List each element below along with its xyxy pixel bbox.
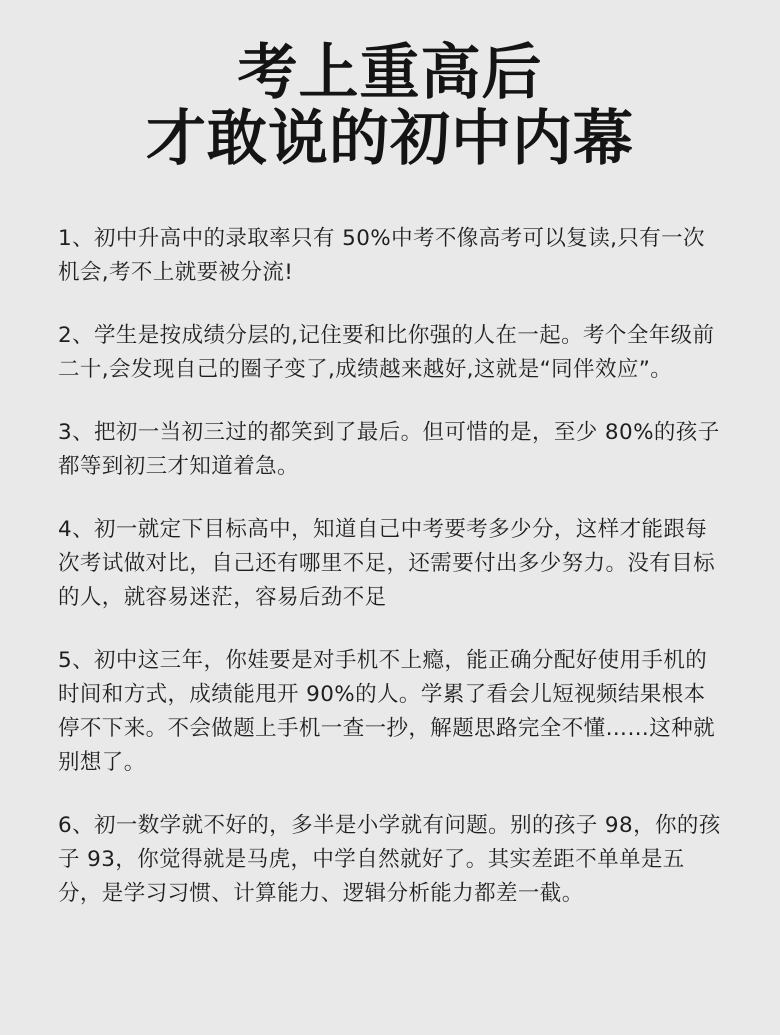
list-item-4: 4、初一就定下目标高中，知道自己中考要考多少分，这样才能跟每次考试做对比，自己还有哪里不足，还需要付出多少努力。没有目标的人，就容易迷茫，容易后劲不足 — [58, 517, 716, 610]
list-item-3: 3、把初一当初三过的都笑到了最后。但可惜的是，至少 80%的孩子都等到初三才知道着急。 — [58, 420, 720, 479]
title-line-2: 才敢说的初中内幕 — [146, 104, 634, 174]
list-item-2: 2、学生是按成绩分层的,记住要和比你强的人在一起。考个全年级前二十,会发现自己的圈子变了,成绩越来越好,这就是“同伴效应”。 — [58, 323, 715, 382]
list-item-1: 1、初中升高中的录取率只有 50%中考不像高考可以复读,只有一次机会,考不上就要被分流! — [58, 226, 705, 285]
list-item-5: 5、初中这三年，你娃要是对手机不上瘾，能正确分配好使用手机的时间和方式，成绩能甩开 90%的人。学累了看会儿短视频结果根本停不下来。不会做题上手机一查一抄，解题思路完全不懂……这种就别想了。 — [58, 648, 716, 775]
tips-list — [58, 222, 722, 911]
page-title — [58, 40, 722, 172]
list-item-6: 6、初一数学就不好的，多半是小学就有问题。别的孩子 98，你的孩子 93，你觉得就是马虎，中学自然就好了。其实差距不单单是五分，是学习习惯、计算能力、逻辑分析能力都差一截。 — [58, 813, 721, 906]
title-line-1: 考上重高后 — [237, 38, 543, 108]
